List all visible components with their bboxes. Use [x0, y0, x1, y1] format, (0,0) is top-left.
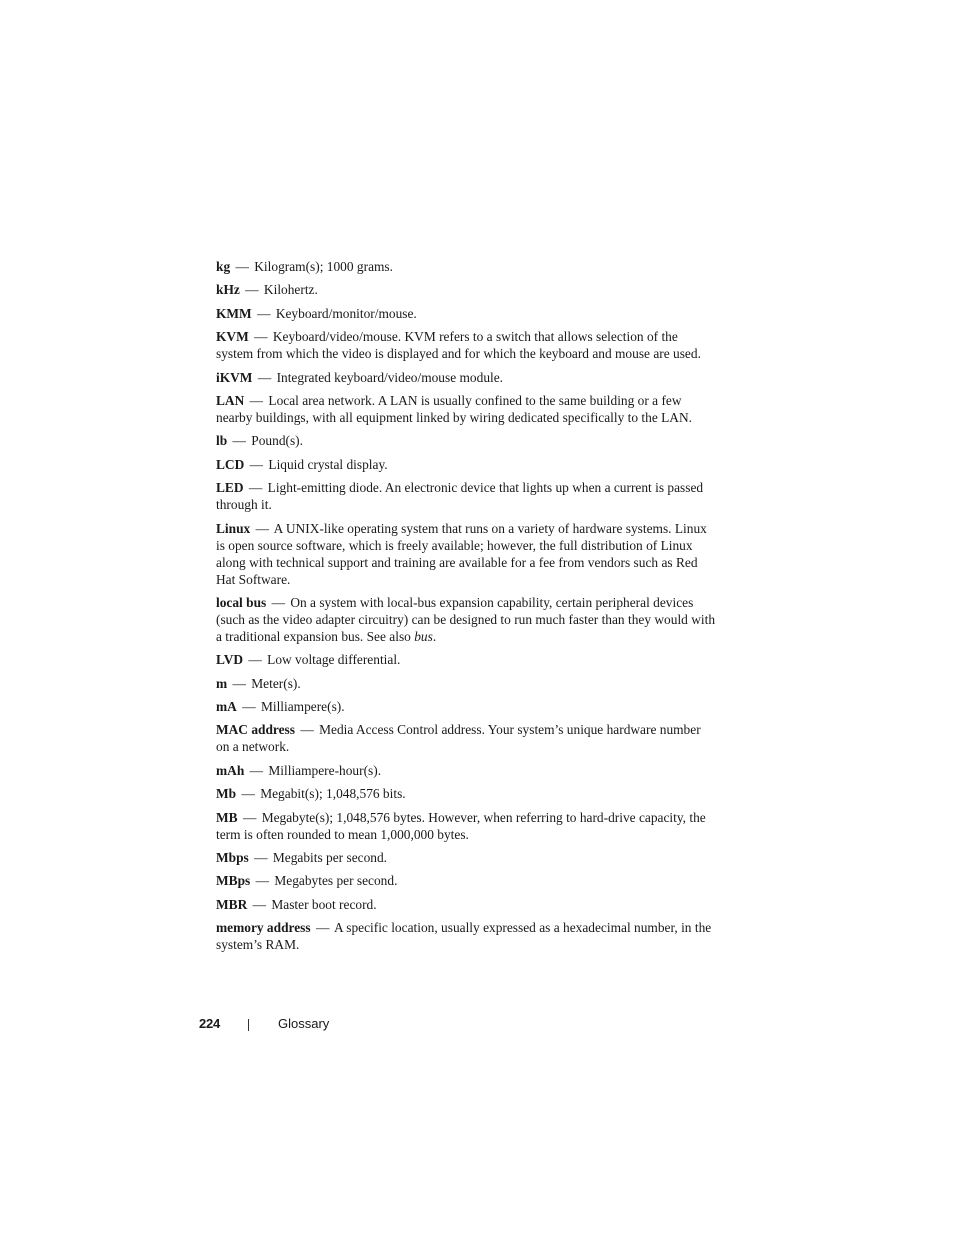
glossary-definition: Liquid crystal display. [268, 456, 388, 472]
glossary-definition: A specific location, usually expressed as a hexadecimal number, in the system’s RAM. [216, 920, 712, 953]
glossary-term: MBR [216, 896, 248, 912]
glossary-term: KMM [216, 305, 252, 321]
glossary-term: mAh [216, 762, 245, 778]
term-separator: — [249, 762, 264, 778]
glossary-list [216, 258, 716, 960]
glossary-definition: Megabit(s); 1,048,576 bits. [260, 786, 406, 802]
term-separator: — [257, 369, 272, 385]
glossary-entry [216, 305, 716, 322]
glossary-entry [216, 369, 716, 386]
glossary-definition: Media Access Control address. Your system’s unique hardware number on a network. [216, 722, 701, 755]
glossary-term: kg [216, 259, 231, 274]
glossary-definition: Kilogram(s); 1000 grams. [254, 259, 393, 274]
glossary-term: KVM [216, 329, 249, 345]
glossary-definition: Local area network. A LAN is usually confined to the same building or a few nearby buildings, with all equipment linked by wiring dedicated specifically to the LAN. [216, 392, 692, 425]
term-separator: — [235, 259, 249, 274]
term-separator: — [248, 480, 263, 496]
glossary-term: LVD [216, 652, 244, 668]
term-separator: — [255, 873, 269, 889]
glossary-definition: On a system with local-bus expansion capability, certain peripheral devices (such as the video adapter circuitry) can be designed to run much faster than they would with a traditional expansion bus. See also [216, 594, 716, 644]
glossary-entry [216, 785, 716, 802]
glossary-entry [216, 651, 716, 668]
page-footer [0, 1016, 954, 1036]
glossary-definition: Megabits per second. [272, 850, 388, 866]
glossary-definition: Kilohertz. [263, 282, 318, 298]
glossary-entry [216, 520, 716, 588]
glossary-term: MBps [216, 873, 251, 889]
glossary-definition: Pound(s). [251, 433, 303, 449]
glossary-definition: A UNIX-like operating system that runs on a variety of hardware systems. Linux is open source software, which is freely available; however, the full distribution of Linux along with technical support and training are available for a fee from vendors such as Red Hat Software. [216, 520, 707, 587]
glossary-definition: Master boot record. [271, 896, 377, 912]
term-separator: — [257, 305, 271, 321]
glossary-entry [216, 258, 716, 275]
glossary-entry [216, 392, 716, 426]
glossary-entry [216, 328, 716, 362]
glossary-term: LED [216, 480, 244, 496]
glossary-entry [216, 675, 716, 692]
glossary-entry [216, 896, 716, 913]
glossary-entry [216, 698, 716, 715]
term-separator: — [245, 282, 259, 298]
term-separator: — [242, 809, 257, 825]
glossary-entry [216, 809, 716, 843]
glossary-definition: Milliampere-hour(s). [268, 762, 382, 778]
glossary-term: mA [216, 699, 237, 715]
glossary-definition: Megabytes per second. [274, 873, 398, 889]
glossary-term: Linux [216, 520, 251, 536]
glossary-entry [216, 432, 716, 449]
term-separator: — [248, 652, 262, 668]
glossary-entry [216, 281, 716, 298]
glossary-entry [216, 721, 716, 755]
glossary-entry [216, 849, 716, 866]
term-separator: — [232, 675, 246, 691]
cross-reference: bus [414, 628, 433, 644]
term-separator: — [252, 896, 266, 912]
glossary-term: m [216, 675, 228, 691]
term-separator: — [242, 699, 256, 715]
glossary-term: Mb [216, 786, 237, 802]
glossary-term: Mbps [216, 850, 249, 866]
glossary-definition: Integrated keyboard/video/mouse module. [276, 369, 504, 385]
glossary-term: memory address [216, 920, 311, 936]
term-separator: — [232, 433, 246, 449]
glossary-entry [216, 762, 716, 779]
glossary-term: LAN [216, 392, 245, 408]
term-separator: — [271, 594, 285, 610]
glossary-term: kHz [216, 282, 240, 298]
definition-tail: . [432, 628, 437, 644]
glossary-definition: Keyboard/video/mouse. KVM refers to a switch that allows selection of the system from which the video is displayed and for which the keyboard and mouse are used. [216, 329, 701, 362]
glossary-term: iKVM [216, 369, 253, 385]
glossary-definition: Light-emitting diode. An electronic device that lights up when a current is passed through it. [216, 480, 704, 513]
glossary-definition: Megabyte(s); 1,048,576 bytes. However, when referring to hard-drive capacity, the term is often rounded to mean 1,000,000 bytes. [216, 809, 706, 842]
glossary-entry [216, 919, 716, 953]
glossary-entry [216, 479, 716, 513]
term-separator: — [249, 456, 264, 472]
term-separator: — [300, 722, 314, 738]
glossary-definition: Low voltage differential. [267, 652, 401, 668]
term-separator: — [254, 329, 268, 345]
glossary-definition: Keyboard/monitor/mouse. [275, 305, 417, 321]
term-separator: — [315, 920, 330, 936]
term-separator: — [254, 850, 268, 866]
page-number: 224 [199, 1016, 221, 1031]
glossary-term: LCD [216, 456, 245, 472]
glossary-term: MAC address [216, 722, 295, 738]
glossary-entry [216, 456, 716, 473]
term-separator: — [255, 520, 269, 536]
glossary-entry [216, 594, 716, 645]
glossary-definition: Meter(s). [251, 675, 301, 691]
glossary-definition: Milliampere(s). [260, 699, 345, 715]
glossary-term: local bus [216, 594, 267, 610]
section-name: Glossary [278, 1016, 330, 1031]
glossary-term: lb [216, 433, 228, 449]
footer-divider [248, 1019, 249, 1031]
glossary-entry [216, 872, 716, 889]
term-separator: — [241, 786, 255, 802]
term-separator: — [249, 392, 264, 408]
glossary-term: MB [216, 809, 238, 825]
